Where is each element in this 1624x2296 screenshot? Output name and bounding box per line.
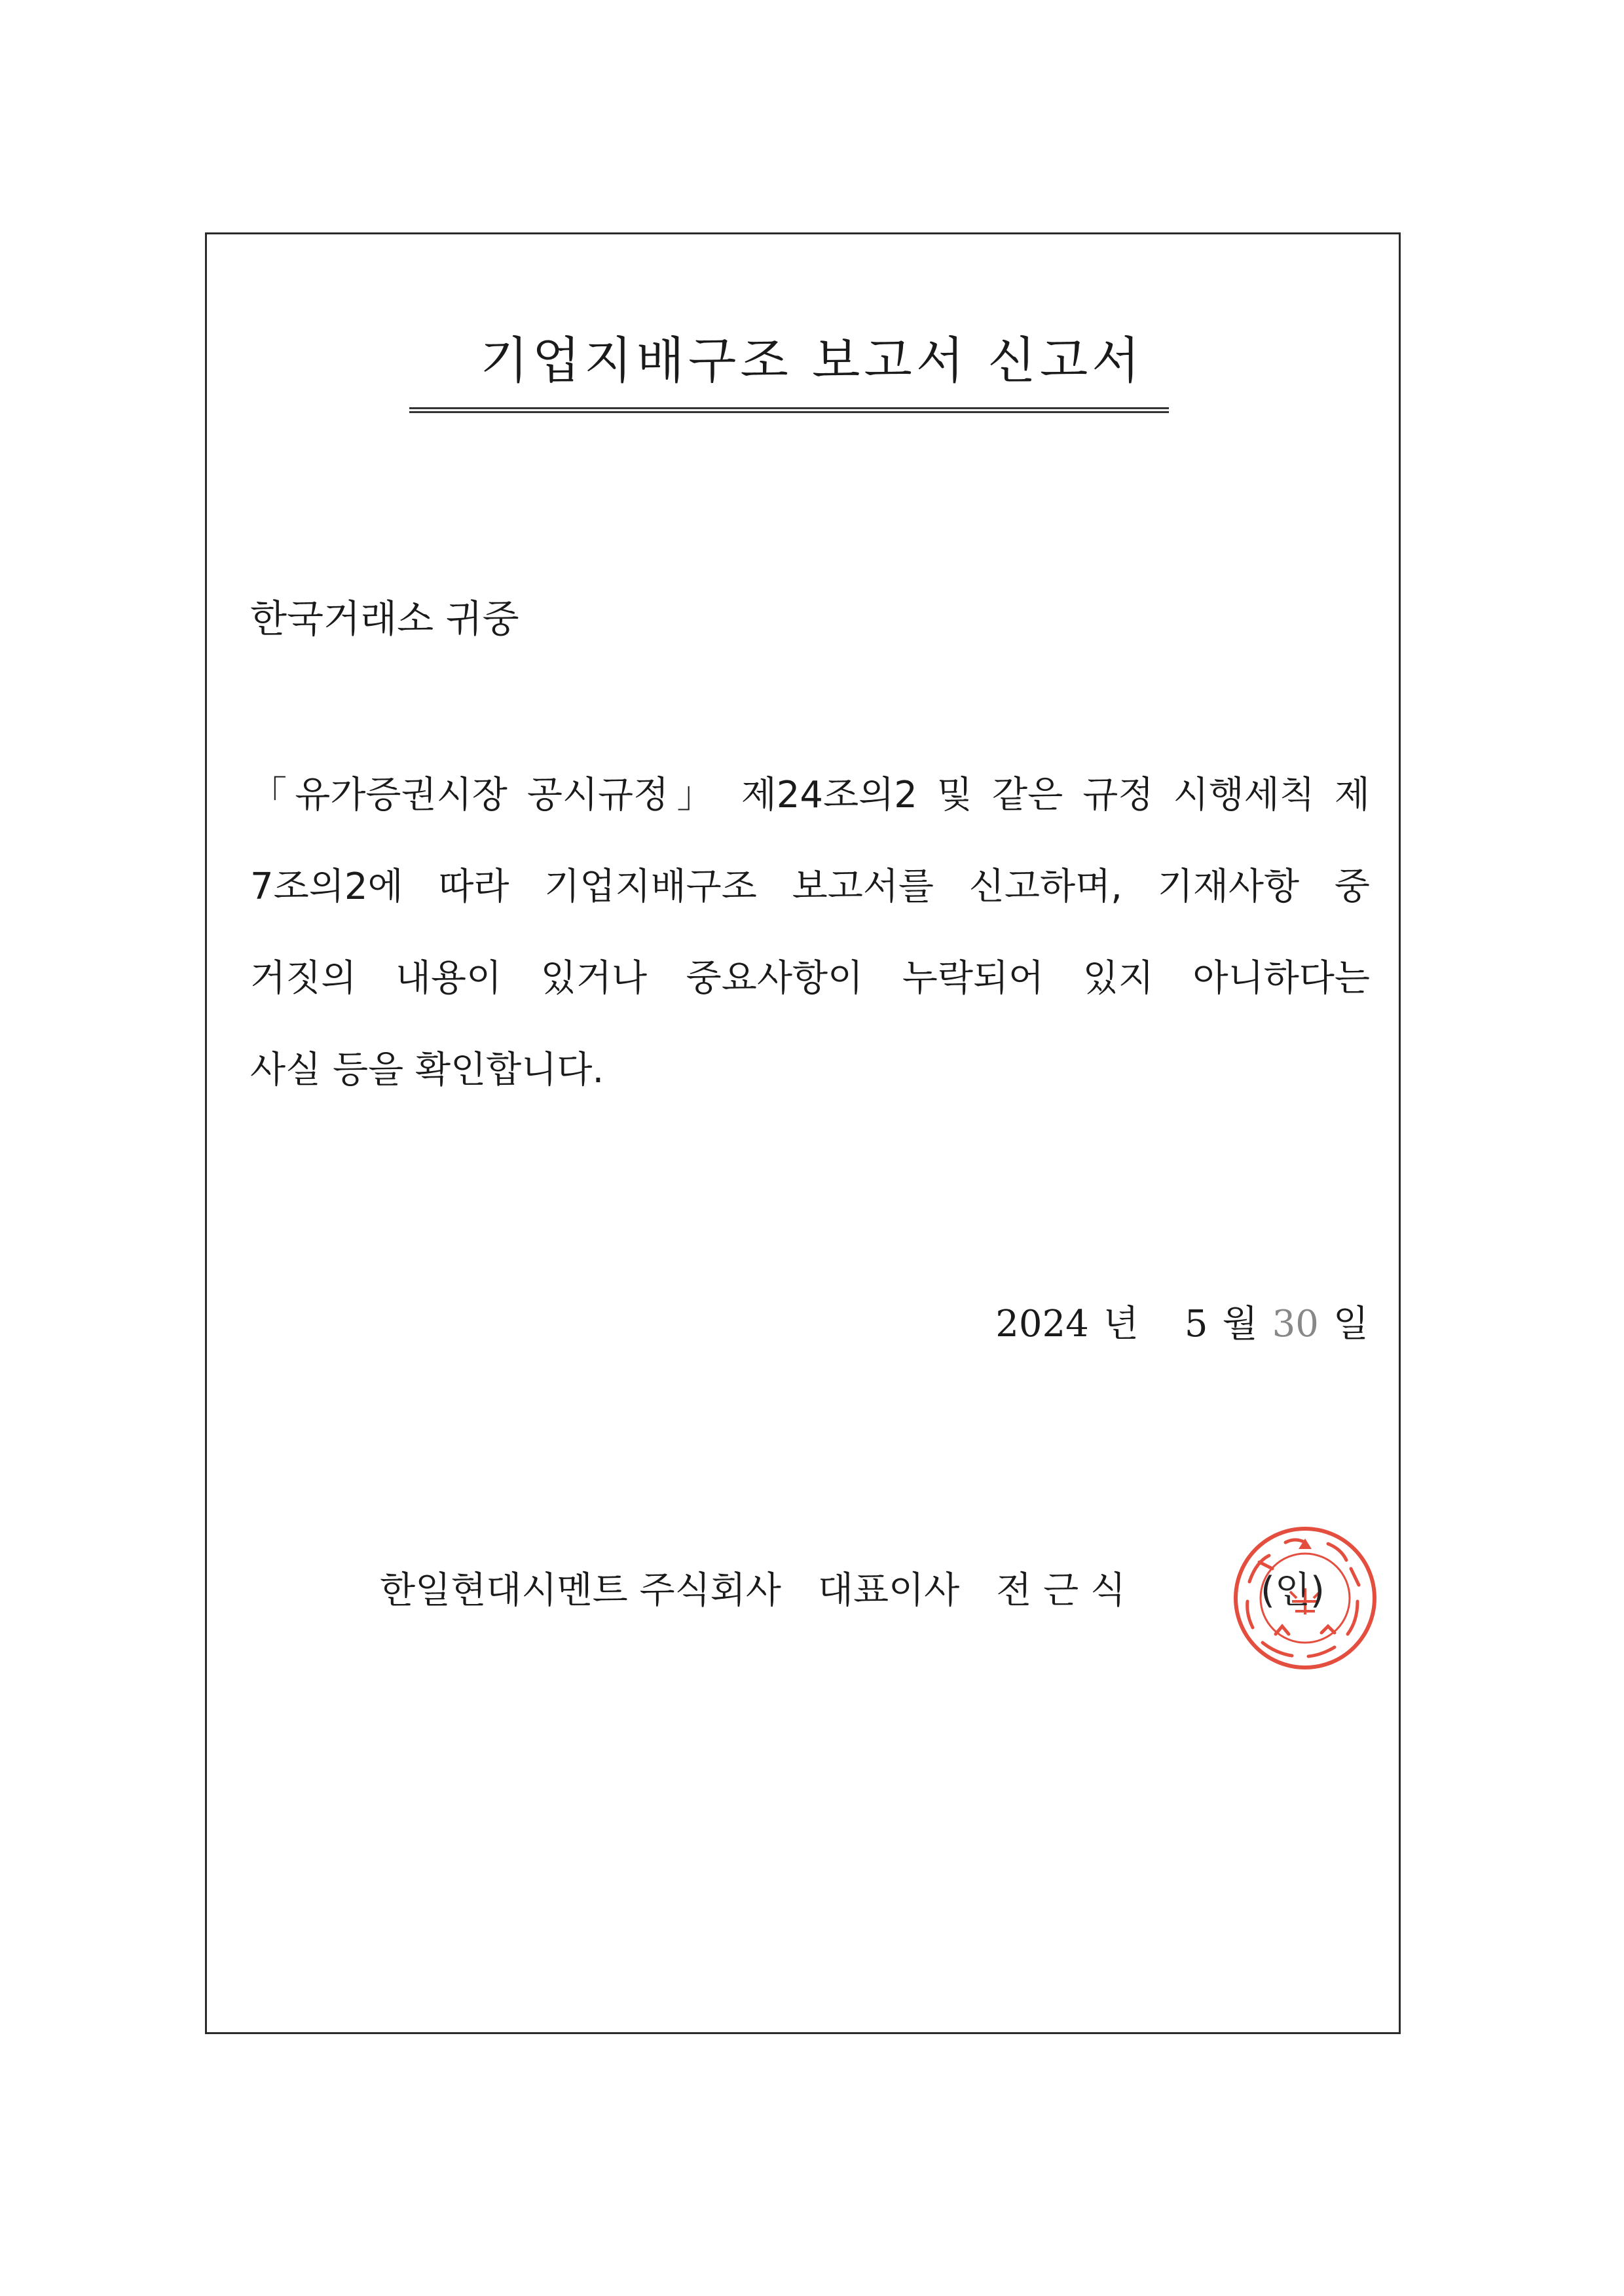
signer-line <box>380 1561 1126 1614</box>
signer-company: 한일현대시멘트 주식회사 <box>380 1569 781 1612</box>
body-line-4: 사실 등을 확인합니다. <box>250 1049 604 1091</box>
signer-title: 대표이사 <box>817 1569 960 1612</box>
body-line-2: 7조의2에 따라 기업지배구조 보고서를 신고하며, 기재사항 중 <box>250 866 1370 908</box>
date-year-unit: 년 <box>1103 1303 1139 1345</box>
addressee: 한국거래소 귀중 <box>250 596 519 641</box>
document-title: 기업지배구조 보고서 신고서 <box>480 331 1144 390</box>
date-day-unit: 일 <box>1333 1303 1369 1345</box>
signer-name: 전 근 식 <box>996 1569 1126 1612</box>
body-line-3: 거짓의 내용이 있거나 중요사항이 누락되어 있지 아니하다는 <box>250 957 1370 1000</box>
date-month: 5 <box>1184 1303 1208 1345</box>
date-month-unit: 월 <box>1222 1303 1258 1345</box>
date-year: 2024 <box>995 1303 1089 1345</box>
seal-mark: (인) <box>1261 1569 1325 1612</box>
title-double-underline <box>409 407 1169 413</box>
document-border <box>205 232 1401 2034</box>
date-day: 30 <box>1272 1303 1319 1345</box>
body-line-1: 「유가증권시장 공시규정」 제24조의2 및 같은 규정 시행세칙 제 <box>250 774 1370 816</box>
document-date <box>995 1295 1369 1347</box>
